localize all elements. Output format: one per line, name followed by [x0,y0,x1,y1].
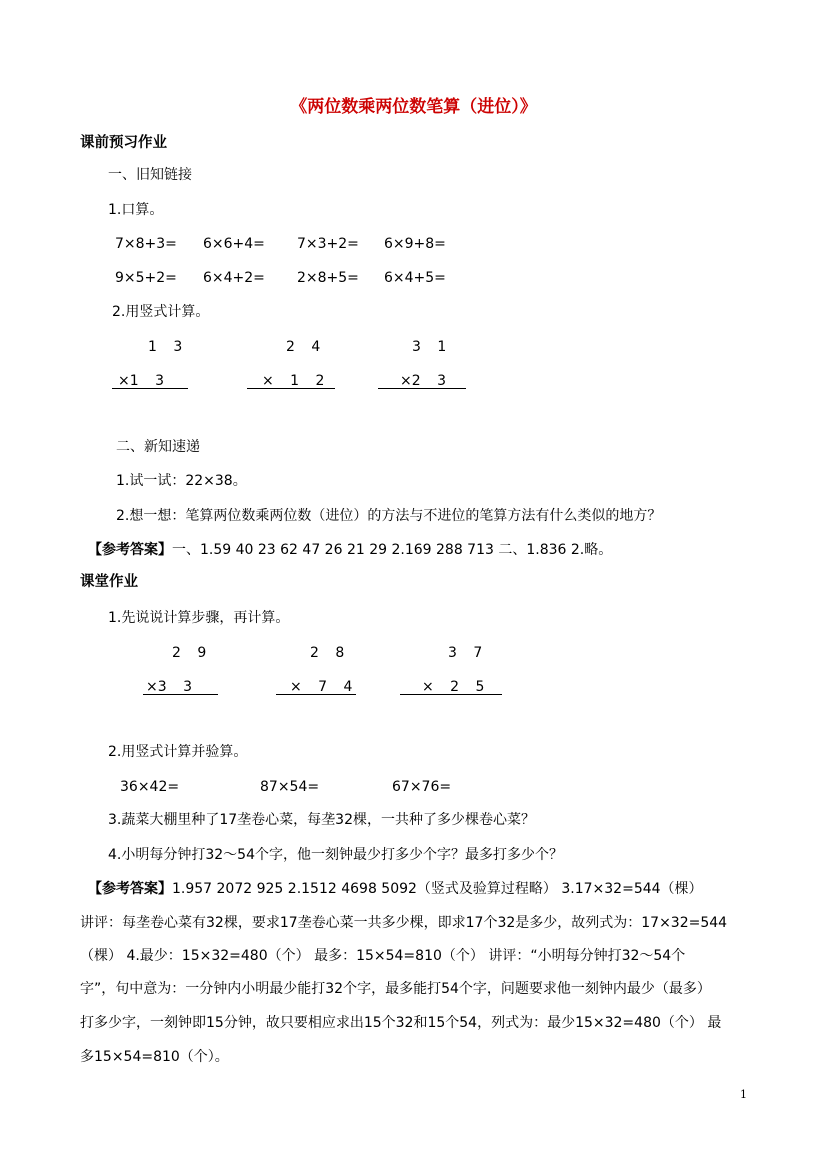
class-q2-title: 2.用竖式计算并验算。 [108,744,248,760]
answer-line: 打多少字，一刻钟即15分钟，故只要相应求出15个32和15个54，列式为：最少15×32=480（个） 最 [80,1015,722,1031]
vertical-bottom: ×3 3 [146,679,192,695]
oral-item: 7×8+3= [115,236,177,252]
calc-item: 36×42= [120,779,180,795]
vertical-top: 2 8 [310,645,345,661]
part2-q1: 1.试一试：22×38。 [116,473,247,489]
class-q4: 4.小明每分钟打32～54个字，他一刻钟最少打多少个字？最多打多少个？ [108,847,563,863]
class-q3: 3.蔬菜大棚里种了17垄卷心菜，每垄32棵，一共种了多少棵卷心菜？ [108,812,535,828]
oral-item: 6×9+8= [384,236,446,252]
vertical-underline [247,388,335,389]
part1-title: 一、旧知链接 [108,167,192,183]
vertical-underline [378,388,466,389]
part2-title: 二、新知速递 [116,439,200,455]
vertical-underline [112,388,188,389]
vertical-underline [400,694,502,695]
section-heading-preview: 课前预习作业 [80,135,167,151]
answer-line: 字”，句中意为：一分钟内小明最少能打32个字，最多能打54个字，问题要求他一刻钟内最少（最多） [80,981,711,997]
answer-line-class [88,879,703,899]
oral-item: 2×8+5= [297,270,359,286]
oral-item: 6×6+4= [203,236,265,252]
answer-line-preview [88,540,612,560]
section-heading-class: 课堂作业 [80,574,138,590]
q2-title: 2.用竖式计算。 [112,304,210,320]
oral-item: 9×5+2= [115,270,177,286]
class-q1-title: 1.先说说计算步骤，再计算。 [108,610,290,626]
vertical-bottom: ×1 3 [118,373,164,389]
answer-line: （棵） 4.最少：15×32=480（个） 最多：15×54=810（个） 讲评：“小明每分钟打32～54个 [80,948,686,964]
vertical-underline [276,694,356,695]
vertical-bottom: × 2 5 [422,679,485,695]
answer-label: 【参考答案】 [88,881,172,897]
answer-text: 一、1.59 40 23 62 47 26 21 29 2.169 288 713 二、1.836 2.略。 [172,542,613,558]
vertical-bottom: × 1 2 [262,373,325,389]
oral-item: 7×3+2= [297,236,359,252]
page-number: 1 [740,1088,747,1101]
oral-item: 6×4+5= [384,270,446,286]
calc-item: 87×54= [260,779,320,795]
vertical-top: 3 1 [412,339,447,355]
vertical-top: 2 4 [286,339,321,355]
part2-q2: 2.想一想：笔算两位数乘两位数（进位）的方法与不进位的笔算方法有什么类似的地方？ [116,508,662,524]
vertical-top: 3 7 [448,645,483,661]
calc-item: 67×76= [392,779,452,795]
vertical-top: 2 9 [172,645,207,661]
answer-line: 讲评：每垄卷心菜有32棵，要求17垄卷心菜一共多少棵，即求17个32是多少，故列式为：17×32=544 [80,915,728,931]
vertical-top: 1 3 [148,339,183,355]
vertical-bottom: ×2 3 [400,373,446,389]
document-title: 《两位数乘两位数笔算（进位）》 [290,97,537,117]
oral-item: 6×4+2= [203,270,265,286]
answer-line: 多15×54=810（个）。 [80,1049,229,1065]
q1-title: 1.口算。 [108,202,164,218]
vertical-underline [143,694,218,695]
vertical-bottom: × 7 4 [290,679,353,695]
answer-label: 【参考答案】 [88,542,172,558]
answer-text: 1.957 2072 925 2.1512 4698 5092（竖式及验算过程略） 3.17×32=544（棵） [172,881,703,897]
